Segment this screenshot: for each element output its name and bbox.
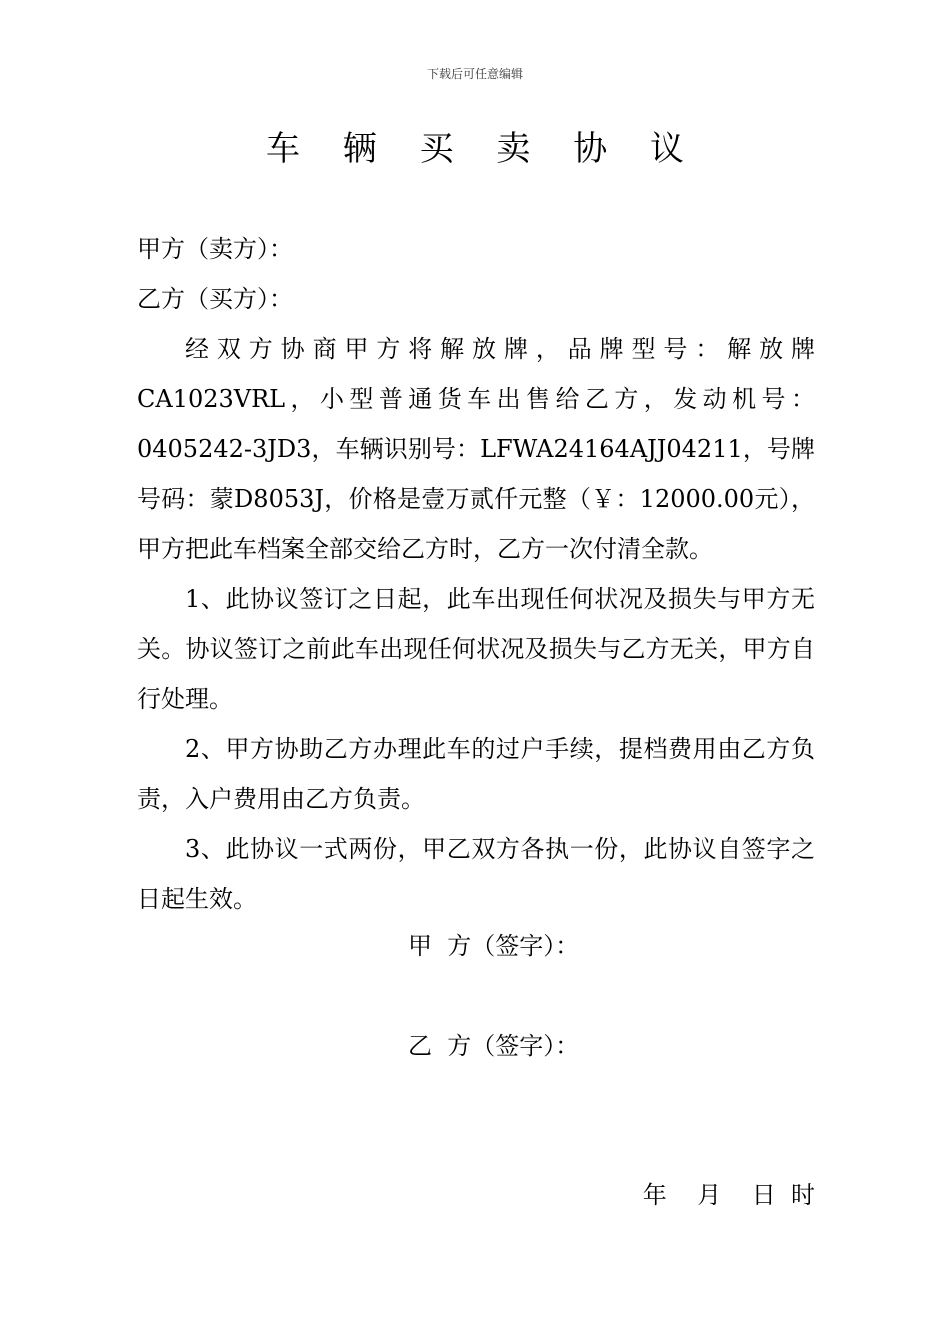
party-a-label: 甲方（卖方）：: [137, 235, 293, 263]
clause-2: 2、甲方协助乙方办理此车的过户手续，提档费用由乙方负责，入户费用由乙方负责。: [137, 735, 815, 813]
clause-1: 1、此协议签订之日起，此车出现任何状况及损失与甲方无关。协议签订之前此车出现任何状况及损失与乙方无关，甲方自行处理。: [137, 585, 815, 713]
party-a-signature-line: 甲 方（签字）：: [408, 932, 580, 960]
intro-paragraph: 经双方协商甲方将解放牌，品牌型号：解放牌CA1023VRL，小型普通货车出售给乙方，发动机号：0405242-3JD3，车辆识别号：LFWA24164AJJ04211，号牌号码：蒙D8053J，价格是壹万贰仟元整（￥：12000.00元），甲方把此车档案全部交给乙方时，乙方一次付清全款。: [137, 335, 815, 563]
party-b-signature-line: 乙 方（签字）：: [408, 1032, 580, 1060]
document-title: 车 辆 买 卖 协 议: [265, 129, 701, 169]
document-body: [137, 224, 815, 924]
party-b-label: 乙方（买方）：: [137, 285, 293, 313]
clause-3: 3、此协议一式两份，甲乙双方各执一份，此协议自签字之日起生效。: [137, 835, 815, 913]
header-note: 下载后可任意编辑: [426, 67, 523, 81]
date-line: 年 月 日 时: [642, 1181, 815, 1209]
